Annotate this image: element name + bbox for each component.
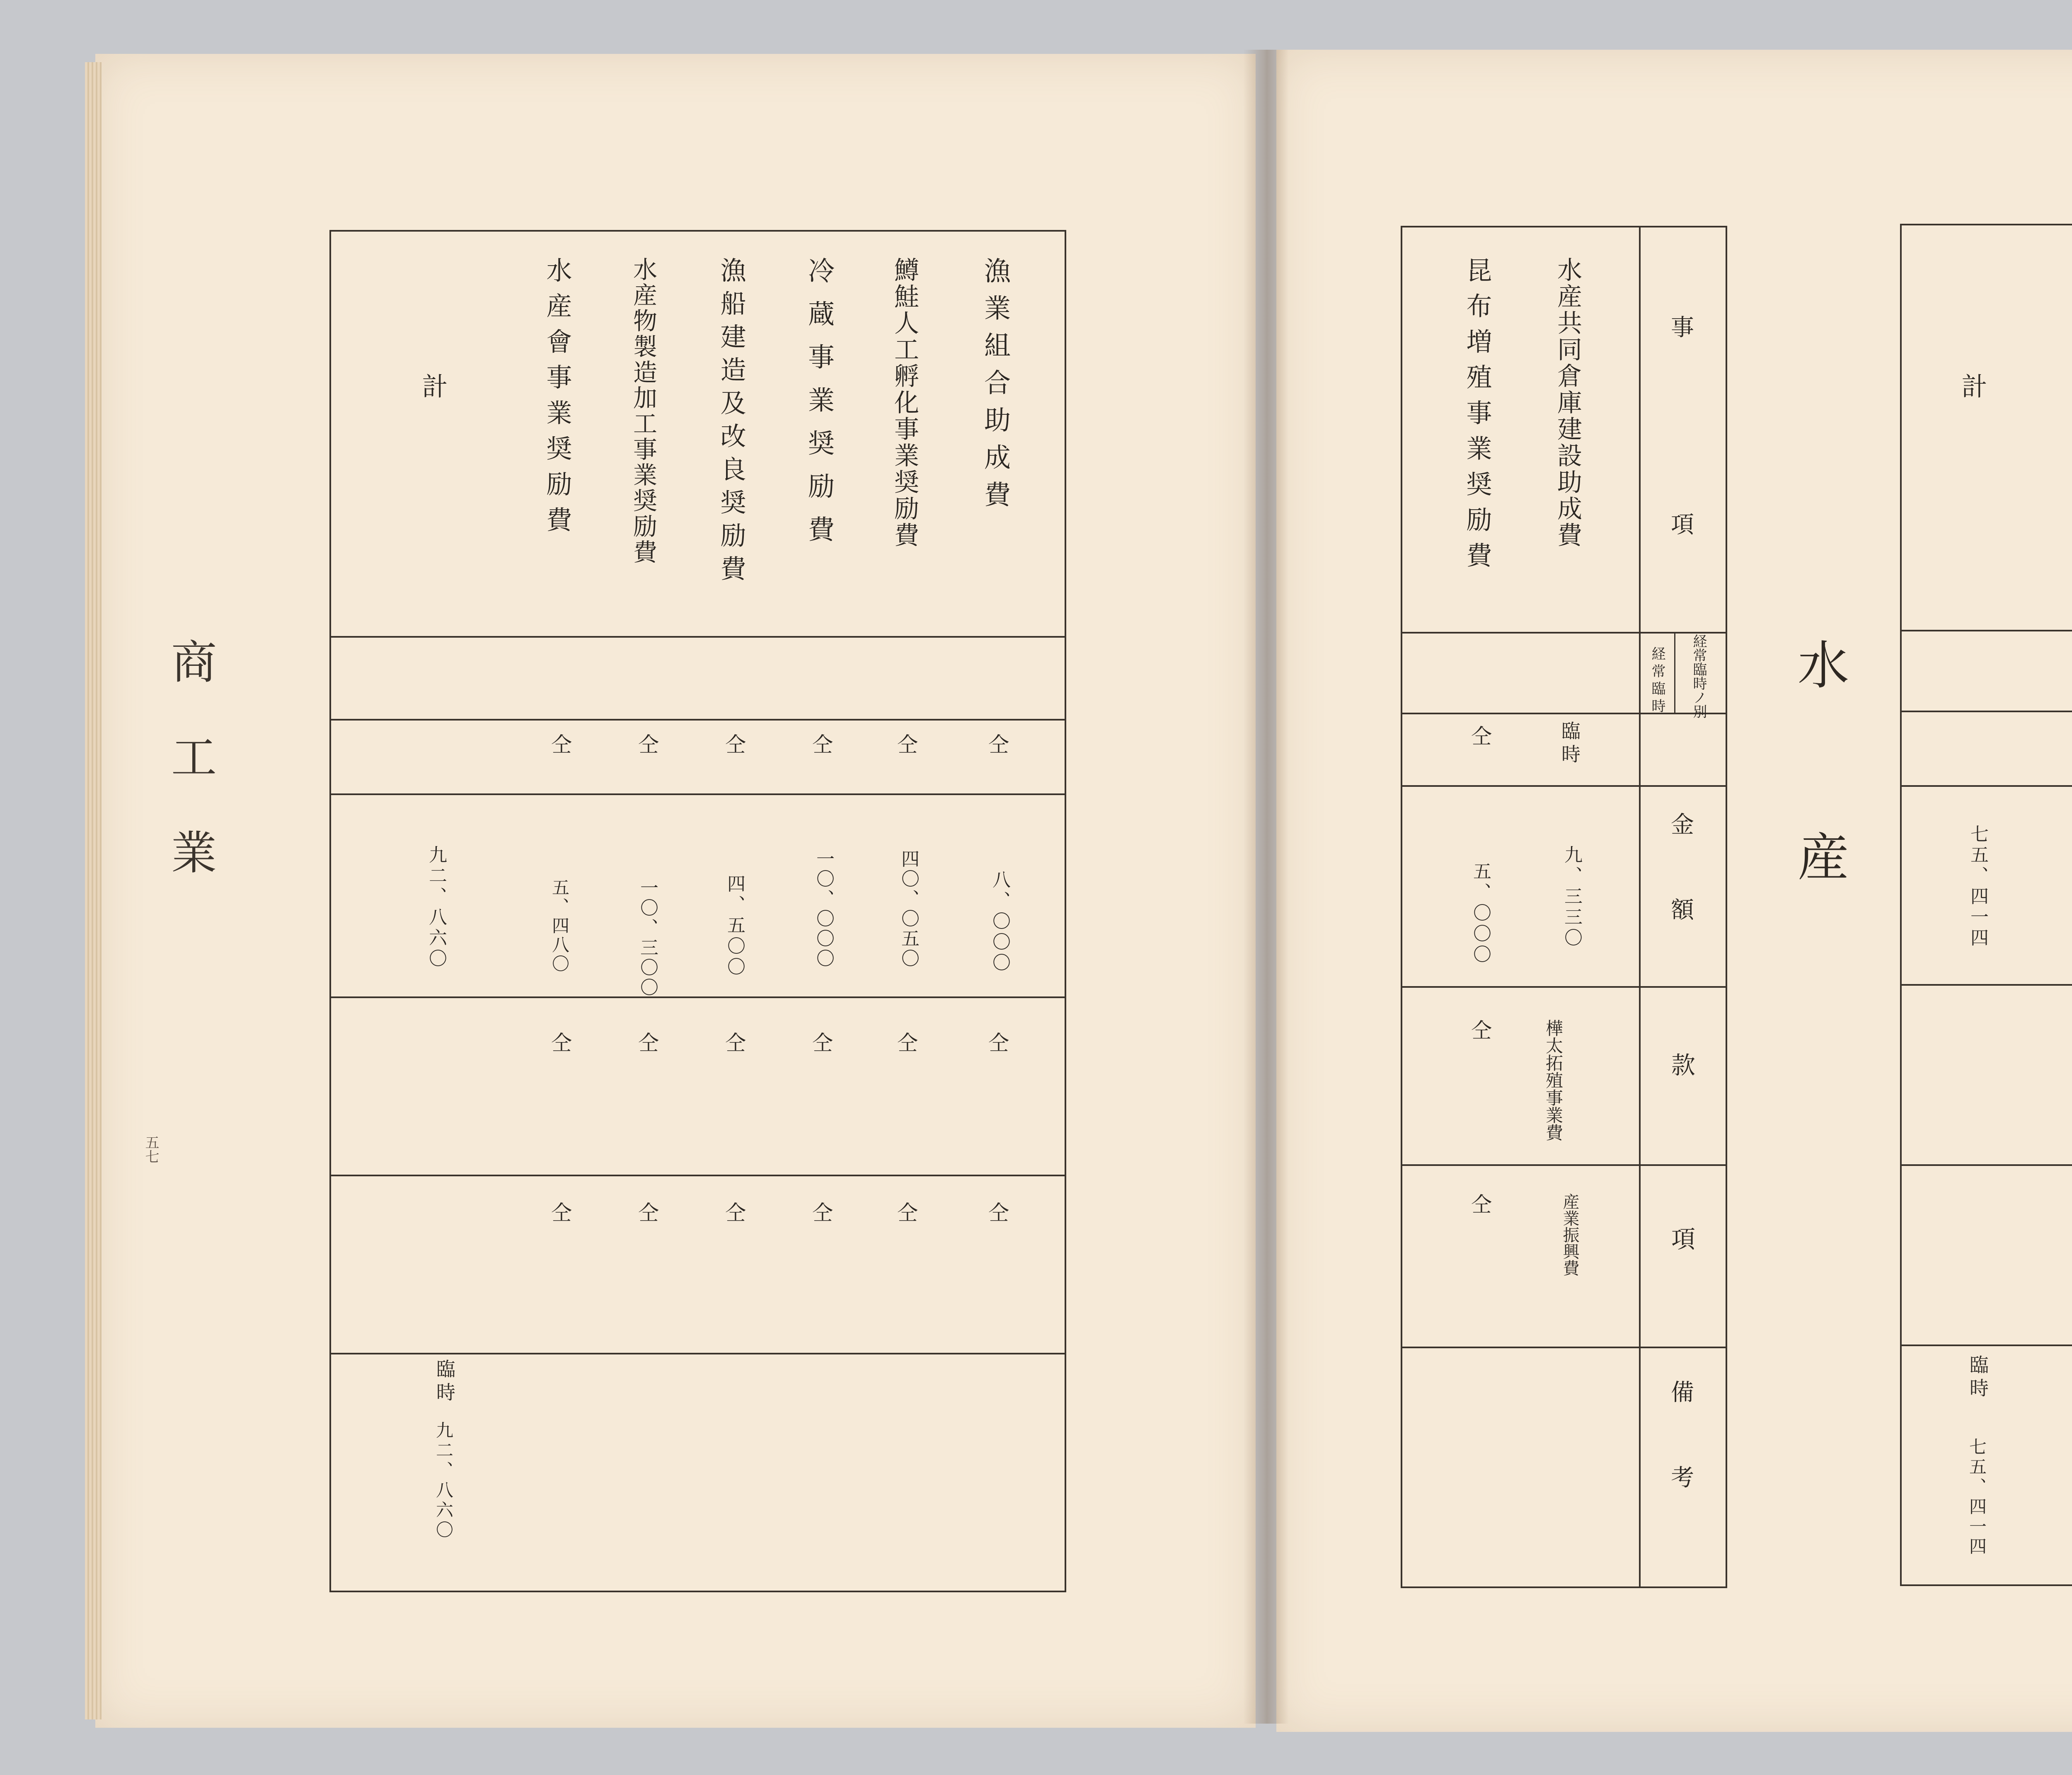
row-kou: 仝 [809, 1202, 833, 1222]
row-item: 漁業組合助成費 [980, 257, 1010, 518]
row-kou: 仝 [985, 1202, 1009, 1222]
total-remark-label: 臨時 [1967, 1355, 1989, 1401]
row-kan: 仝 [635, 1032, 659, 1052]
row-kind: 仝 [1468, 725, 1492, 746]
row-kind: 仝 [809, 733, 833, 754]
row-kan: 仝 [985, 1032, 1009, 1052]
row-kou: 仝 [894, 1202, 918, 1222]
row-kan: 仝 [894, 1032, 918, 1052]
row-kou: 仝 [548, 1202, 572, 1222]
header-remark: 備考 [1667, 1380, 1694, 1550]
row-kind: 臨時 [1559, 721, 1581, 767]
total-label: 計 [418, 373, 448, 399]
row-kan: 仝 [722, 1032, 746, 1052]
row-kind: 仝 [985, 733, 1009, 754]
row-kou: 仝 [722, 1202, 746, 1222]
header-kind-top: 経常臨時ノ別 [1690, 634, 1707, 718]
row-kan: 仝 [548, 1032, 572, 1052]
row-amount: 五、四八〇 [549, 878, 570, 974]
total-amount: 九二、八六〇 [426, 845, 447, 970]
header-kan: 款 [1667, 1052, 1695, 1076]
header-kind-bottom: 経常臨時 [1649, 646, 1665, 716]
row-amount: 八、〇〇〇 [989, 870, 1010, 974]
row-kind: 仝 [894, 733, 918, 754]
left-page-number: 五七 [143, 1135, 159, 1163]
row-amount: 四〇、〇五〇 [898, 849, 919, 969]
row-item: 水産物製造加工事業奨励費 [629, 257, 657, 565]
margin-title: 商工業 [164, 638, 217, 924]
section-title: 水産 [1789, 638, 1849, 1023]
row-kind: 仝 [722, 733, 746, 754]
row-item: 鱒鮭人工孵化事業奨励費 [890, 257, 919, 549]
total-remark-label: 臨時 [433, 1359, 456, 1405]
row-item: 水産會事業奨励費 [542, 257, 572, 542]
row-amount: 一〇、三〇〇 [637, 878, 658, 998]
row-kan: 樺太拓殖事業費 [1543, 1019, 1564, 1141]
total-label: 計 [1957, 373, 1987, 399]
page-stack-left [85, 62, 102, 1719]
row-item: 水産共同倉庫建設助成費 [1553, 257, 1582, 549]
row-kou: 仝 [635, 1202, 659, 1222]
book-spine [1243, 50, 1289, 1724]
row-kan: 仝 [809, 1032, 833, 1052]
total-carry-amount: 七五、四一四 [1967, 825, 1988, 949]
header-amount: 金額 [1667, 812, 1694, 983]
row-amount: 九、三三〇 [1561, 845, 1582, 949]
row-kou: 産業振興費 [1560, 1193, 1579, 1276]
row-kind: 仝 [548, 733, 572, 754]
row-kou: 仝 [1468, 1193, 1492, 1214]
header-item: 事項 [1667, 315, 1694, 709]
row-kind: 仝 [635, 733, 659, 754]
row-amount: 四、五〇〇 [724, 874, 745, 978]
total-remark-amount: 七五、四一四 [1967, 1438, 1987, 1557]
row-item: 冷蔵事業奨励費 [804, 257, 834, 559]
row-amount: 五、〇〇〇 [1470, 862, 1491, 965]
row-amount: 一〇、〇〇〇 [813, 849, 834, 969]
row-item: 昆布増殖事業奨励費 [1462, 257, 1492, 578]
row-kan: 仝 [1468, 1019, 1492, 1040]
row-item: 漁船建造及改良奨励費 [716, 257, 746, 588]
total-remark-amount: 九二、八六〇 [433, 1421, 454, 1540]
header-kou: 項 [1667, 1226, 1695, 1250]
